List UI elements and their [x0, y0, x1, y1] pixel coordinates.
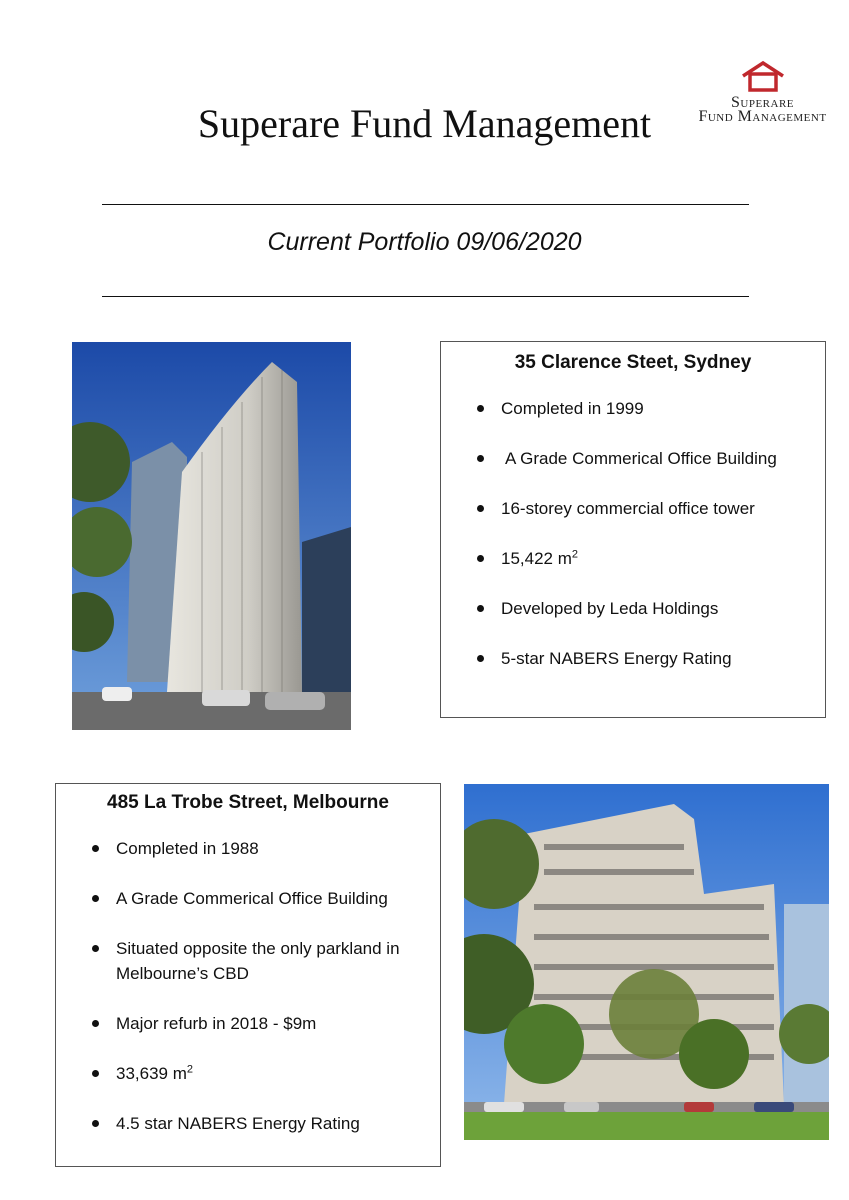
list-item: 4.5 star NABERS Energy Rating — [92, 1111, 432, 1136]
property-card-melbourne — [55, 783, 441, 1167]
logo-text-line2: Fund Management — [698, 108, 827, 125]
list-item: A Grade Commerical Office Building — [92, 886, 432, 911]
list-item: Completed in 1988 — [92, 836, 432, 861]
logo-text-line1: Superare — [730, 94, 795, 111]
property-title: 35 Clarence Steet, Sydney — [514, 352, 752, 373]
company-logo — [680, 60, 845, 124]
property-card-sydney — [440, 341, 826, 718]
page-title: Superare Fund Management — [197, 101, 652, 146]
top-divider — [102, 204, 749, 205]
list-item: A Grade Commerical Office Building — [477, 446, 817, 471]
list-item: 15,422 $m^2$ — [477, 546, 817, 571]
bottom-divider — [102, 296, 749, 297]
list-item: 16-storey commercial office tower — [477, 496, 817, 521]
property-title: 485 La Trobe Street, Melbourne — [107, 792, 389, 813]
melbourne-office-building-photo — [464, 784, 829, 1140]
house-icon — [739, 60, 787, 92]
portfolio-subtitle: Current Portfolio 09/06/2020 — [267, 228, 582, 256]
property-feature-list — [92, 836, 432, 1136]
sydney-office-tower-photo — [72, 342, 351, 730]
list-item: 5-star NABERS Energy Rating — [477, 646, 817, 671]
list-item: Completed in 1999 — [477, 396, 817, 421]
list-item: 33,639 $m^2$ — [92, 1061, 432, 1086]
property-feature-list — [477, 396, 817, 671]
list-item: Major refurb in 2018 - $9m — [92, 1011, 432, 1036]
list-item: Situated opposite the only parkland in Melbourne’s CBD — [92, 936, 432, 986]
list-item: Developed by Leda Holdings — [477, 596, 817, 621]
